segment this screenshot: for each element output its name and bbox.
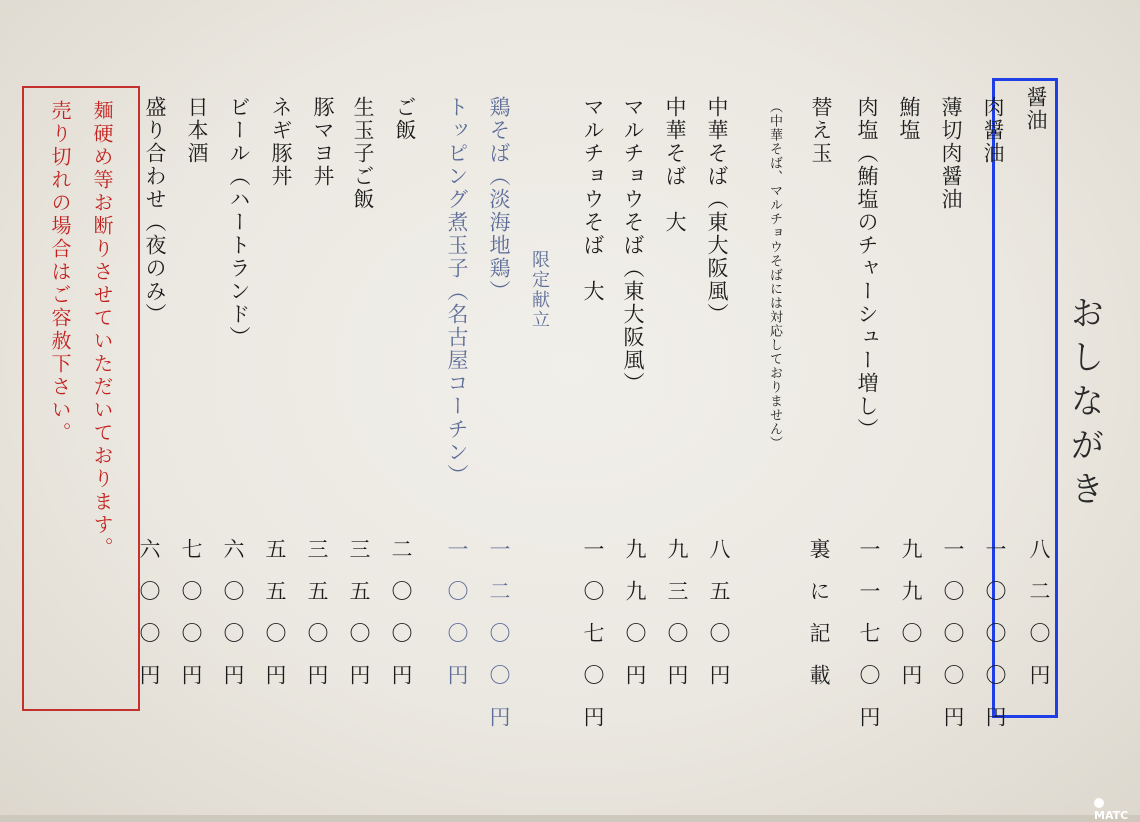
item-name-kaedama: 替え玉 xyxy=(809,96,833,165)
notice-line-2: 売り切れの場合はご容赦下さい。 xyxy=(48,100,72,445)
watermark-text: MATC xyxy=(1094,809,1129,822)
item-name-maruchou-soba: マルチョウそば（東大阪風） xyxy=(621,96,645,395)
price-tori-soba: 一二〇〇円 xyxy=(487,538,511,748)
price-nihonshu: 七〇〇円 xyxy=(179,538,203,706)
item-name-chuka-soba: 中華そば（東大阪風） xyxy=(705,96,729,326)
item-name-negi-buta-don: ネギ豚丼 xyxy=(269,96,293,188)
price-shoyu: 八二〇円 xyxy=(1027,538,1051,706)
item-name-niku-shio: 肉塩（鮪塩のチャーシュー増し） xyxy=(855,96,879,441)
limited-heading: 限定献立 xyxy=(529,250,550,330)
item-name-usugiri-niku-shoyu: 薄切肉醤油 xyxy=(939,96,963,211)
item-name-beer: ビール（ハートランド） xyxy=(227,96,251,349)
item-name-buta-mayo-don: 豚マヨ丼 xyxy=(311,96,335,188)
item-name-nama-tamago-gohan: 生玉子ご飯 xyxy=(351,96,375,211)
notice-box xyxy=(22,86,140,711)
item-name-maguro-shio: 鮪塩 xyxy=(897,96,921,142)
notice-line-1: 麺硬め等お断りさせていただいております。 xyxy=(90,100,114,560)
price-usugiri-niku-shoyu: 一〇〇〇円 xyxy=(941,538,965,748)
item-name-nihonshu: 日本酒 xyxy=(185,96,209,165)
price-maruchou-soba: 九九〇円 xyxy=(623,538,647,706)
price-moriawase: 六〇〇円 xyxy=(137,538,161,706)
watermark-logo xyxy=(1094,796,1140,822)
price-topping-nitamago: 一〇〇円 xyxy=(445,538,469,706)
price-maguro-shio: 九九〇円 xyxy=(899,538,923,706)
item-name-maruchou-soba-large: マルチョウそば 大 xyxy=(581,96,605,303)
price-niku-shio: 一一七〇円 xyxy=(857,538,881,748)
item-name-niku-shoyu: 肉醤油 xyxy=(981,96,1005,165)
price-negi-buta-don: 五五〇円 xyxy=(263,538,287,706)
price-maruchou-soba-large: 一〇七〇円 xyxy=(581,538,605,748)
item-name-gohan: ご飯 xyxy=(393,96,417,142)
price-niku-shoyu: 一〇〇〇円 xyxy=(983,538,1007,748)
price-buta-mayo-don: 三五〇円 xyxy=(305,538,329,706)
item-name-tori-soba: 鶏そば（淡海地鶏） xyxy=(487,96,511,303)
menu-title: おしながき xyxy=(1064,295,1104,515)
item-name-topping-nitamago: トッピング煮玉子（名古屋コーチン） xyxy=(445,96,469,487)
price-nama-tamago-gohan: 三五〇円 xyxy=(347,538,371,706)
item-name-moriawase: 盛り合わせ（夜のみ） xyxy=(143,96,167,326)
item-name-chuka-soba-large: 中華そば 大 xyxy=(663,96,687,234)
price-gohan: 二〇〇円 xyxy=(389,538,413,706)
price-chuka-soba-large: 九三〇円 xyxy=(665,538,689,706)
kaedama-note: （中華そば、マルチョウそばには対応しておりません） xyxy=(767,100,782,450)
price-kaedama: 裏に記載 xyxy=(807,538,831,706)
price-chuka-soba: 八五〇円 xyxy=(707,538,731,706)
price-beer: 六〇〇円 xyxy=(221,538,245,706)
watermark-dot-icon xyxy=(1094,798,1104,808)
item-name-shoyu: 醤油 xyxy=(1024,86,1048,132)
